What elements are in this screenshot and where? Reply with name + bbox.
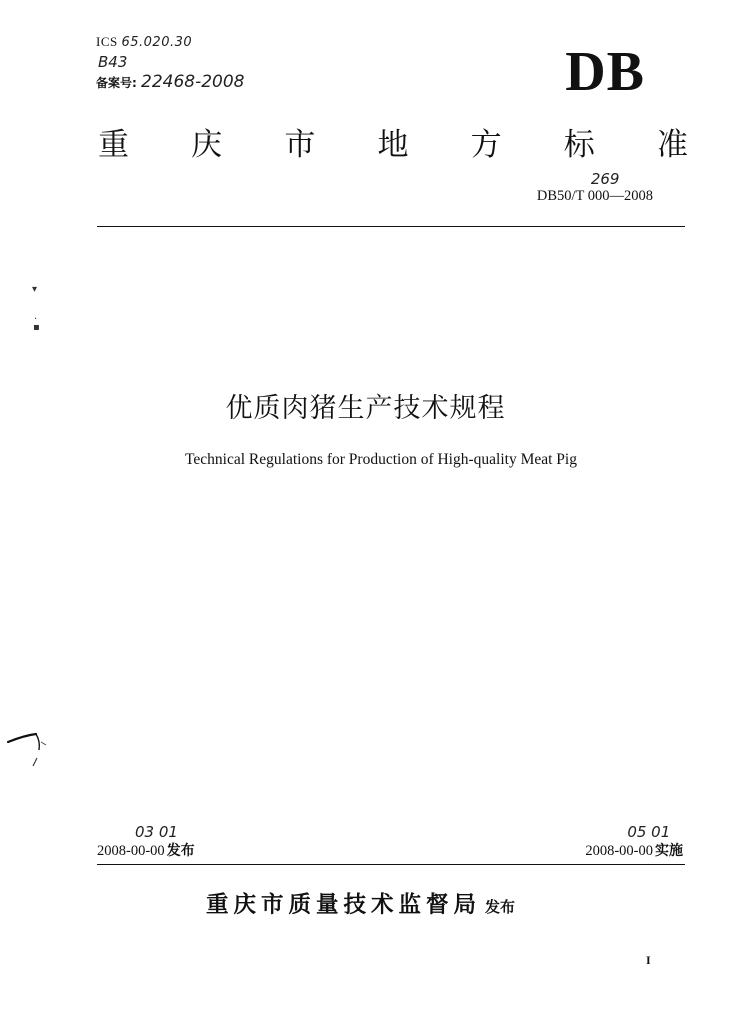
issue-label: 发布 <box>166 843 195 859</box>
standard-category <box>98 127 688 163</box>
implement-label: 实施 <box>655 843 683 859</box>
category-char: 准 <box>656 127 688 163</box>
pen-scribble-icon <box>6 726 66 780</box>
category-char: 标 <box>563 127 595 163</box>
category-char: 重 <box>98 127 129 163</box>
filing-label: 备案号: <box>96 76 137 90</box>
ics-number: 65.020.30 <box>121 35 193 50</box>
category-char: 方 <box>470 127 502 163</box>
classification-code: B43 <box>98 53 128 71</box>
margin-mark-icon: · <box>34 314 38 325</box>
ics-line <box>96 34 192 50</box>
category-char: 市 <box>284 127 316 163</box>
issuer-action: 发布 <box>485 898 516 916</box>
implement-date-printed: 00-00 <box>619 843 653 859</box>
ics-label: ICS <box>96 34 118 49</box>
filing-line <box>96 72 244 92</box>
document-title-chinese: 优质肉猪生产技术规程 <box>225 393 506 424</box>
filing-number: 22468-2008 <box>141 72 245 92</box>
document-title-english: Technical Regulations for Production of High-quality Meat Pig <box>185 451 577 468</box>
issue-date-handwritten: 03 01 <box>135 823 178 841</box>
category-char: 地 <box>377 127 409 163</box>
std-number-prefix: DB50/T <box>536 188 588 204</box>
issue-date-prefix: 2008- <box>97 843 131 859</box>
implementation-date <box>585 823 683 860</box>
std-number-suffix: —2008 <box>609 188 653 204</box>
top-divider <box>97 226 685 227</box>
implement-date-handwritten: 05 01 <box>627 823 671 841</box>
issuing-authority <box>206 887 515 919</box>
margin-mark-icon: ▾ <box>32 284 38 295</box>
issuer-name: 重庆市质量技术监督局 <box>206 892 482 918</box>
issue-date <box>97 823 195 860</box>
category-char: 庆 <box>191 127 223 163</box>
page-number: I <box>646 953 651 967</box>
bottom-divider <box>97 864 685 865</box>
margin-mark-icon: ▪ <box>33 322 40 333</box>
implement-date-prefix: 2008- <box>585 843 620 859</box>
standard-number <box>536 170 653 205</box>
issue-date-printed: 00-00 <box>130 843 165 859</box>
std-number-handwritten: 269 <box>590 170 620 188</box>
std-number-printed: 000 <box>587 188 610 204</box>
db-mark: DB <box>565 41 645 103</box>
